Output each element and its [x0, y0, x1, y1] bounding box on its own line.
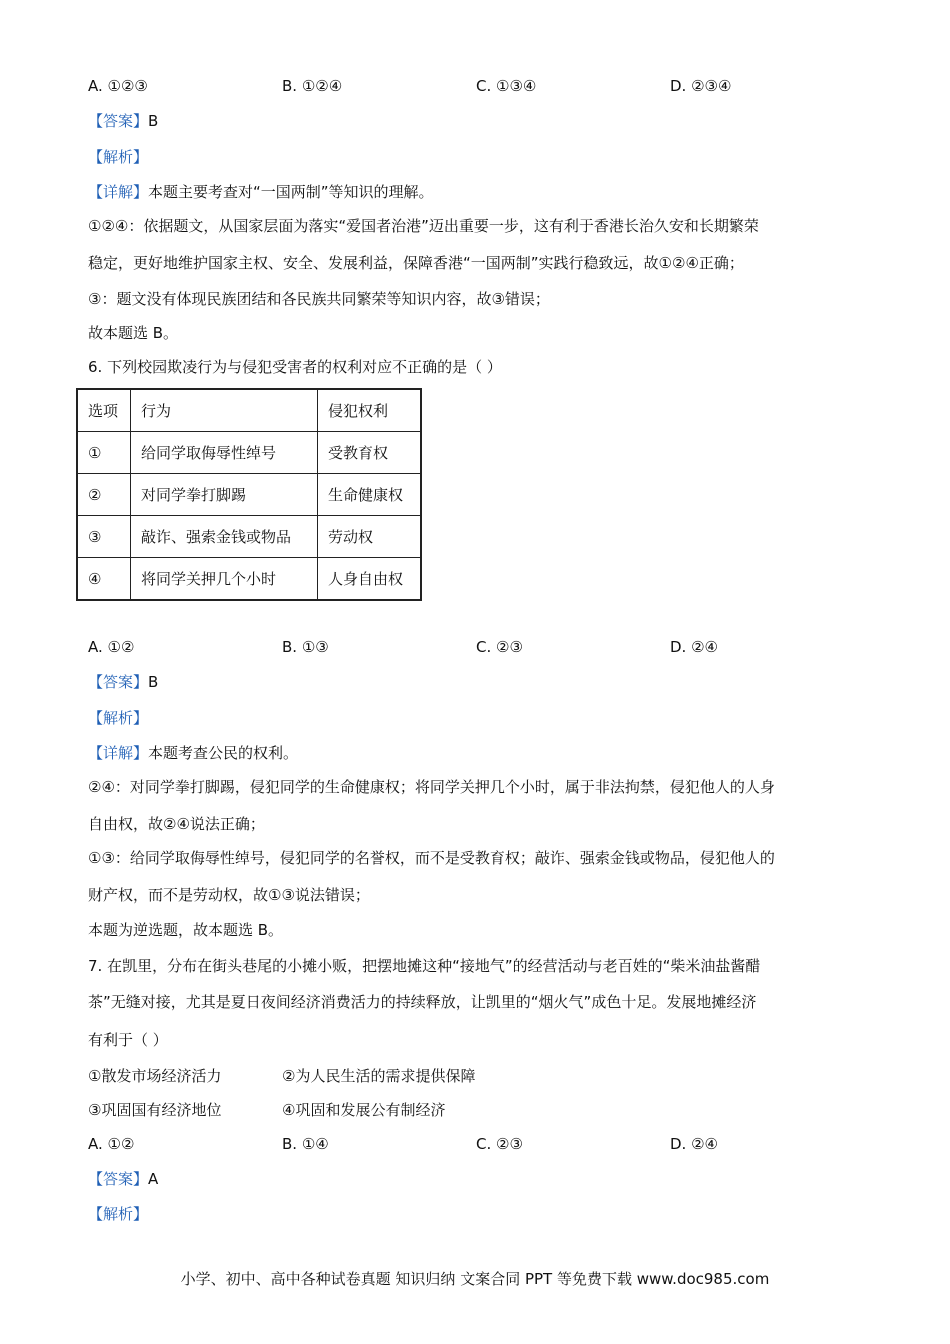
q5-option-a: A. ①②③ [88, 77, 148, 95]
q7-statement-2: ②为人民生活的需求提供保障 [282, 1067, 476, 1085]
table-header-cell: 行为 [131, 389, 318, 432]
q7-answer-tag: 【答案】 [88, 1170, 149, 1188]
table-cell: 将同学关押几个小时 [131, 558, 318, 601]
table-header-cell: 选项 [77, 389, 131, 432]
q7-option-c: C. ②③ [476, 1135, 523, 1153]
q5-detail-line-4: ③：题文没有体现民族团结和各民族共同繁荣等知识内容，故③错误； [88, 290, 550, 308]
q5-detail-tag: 【详解】 [88, 183, 149, 201]
q7-statement-3: ③巩固国有经济地位 [88, 1101, 222, 1119]
q7-question-line-1: 7. 在凯里，分布在街头巷尾的小摊小贩，把摆地摊这种“接地气”的经营活动与老百姓的“柴米油盐酱醋 [88, 957, 761, 975]
q7-answer [88, 1169, 158, 1189]
q6-detail-line-6: 本题为逆选题，故本题选 B。 [88, 921, 284, 939]
q6-detail-line-2: ②④：对同学拳打脚踢，侵犯同学的生命健康权；将同学关押几个小时，属于非法拘禁，侵犯他人的人身 [88, 778, 775, 796]
q6-option-d: D. ②④ [670, 638, 718, 656]
table-row [77, 432, 421, 474]
table-cell: 劳动权 [318, 516, 422, 558]
q5-detail-line-1 [88, 182, 434, 202]
q5-options [88, 76, 868, 96]
q7-statements-row-2 [88, 1100, 868, 1120]
q6-detail-line-5: 财产权，而不是劳动权，故①③说法错误； [88, 886, 370, 904]
q7-options [88, 1134, 868, 1154]
table-cell: ③ [77, 516, 131, 558]
table-header-row [77, 389, 421, 432]
q6-option-c: C. ②③ [476, 638, 523, 656]
table-cell: 敲诈、强索金钱或物品 [131, 516, 318, 558]
q7-statements-row-1 [88, 1066, 868, 1086]
table-cell: 人身自由权 [318, 558, 422, 601]
q5-option-c: C. ①③④ [476, 77, 537, 95]
table-row [77, 474, 421, 516]
q6-option-a: A. ①② [88, 638, 135, 656]
q7-option-a: A. ①② [88, 1135, 135, 1153]
q7-statement-1: ①散发市场经济活力 [88, 1067, 222, 1085]
table-cell: 受教育权 [318, 432, 422, 474]
q6-table [76, 388, 422, 601]
q5-analysis-tag: 【解析】 [88, 148, 149, 166]
table-cell: 生命健康权 [318, 474, 422, 516]
table-row [77, 516, 421, 558]
q6-answer-value: B [148, 673, 159, 691]
q6-detail-line-1 [88, 743, 298, 763]
q5-detail-line-2: ①②④：依据题文，从国家层面为落实“爱国者治港”迈出重要一步，这有利于香港长治久安和长期繁荣 [88, 217, 759, 235]
q6-detail-text-1: 本题考查公民的权利。 [148, 744, 299, 762]
q5-option-b: B. ①②④ [282, 77, 343, 95]
q6-analysis-tag: 【解析】 [88, 709, 149, 727]
q6-question: 6. 下列校园欺凌行为与侵犯受害者的权利对应不正确的是（ ） [88, 358, 502, 376]
q6-option-b: B. ①③ [282, 638, 329, 656]
q6-detail-tag: 【详解】 [88, 744, 149, 762]
q6-answer [88, 672, 158, 692]
table-row [77, 558, 421, 601]
q5-detail-text-1: 本题主要考查对“一国两制”等知识的理解。 [148, 183, 434, 201]
q5-answer [88, 111, 158, 131]
q6-answer-tag: 【答案】 [88, 673, 149, 691]
table-header-cell: 侵犯权利 [318, 389, 422, 432]
table-cell: ④ [77, 558, 131, 601]
q7-option-d: D. ②④ [670, 1135, 718, 1153]
q5-detail-line-5: 故本题选 B。 [88, 324, 179, 342]
q5-detail-line-3: 稳定，更好地维护国家主权、安全、发展利益，保障香港“一国两制”实践行稳致远，故①②④正确； [88, 254, 744, 272]
q7-question-line-2: 茶”无缝对接，尤其是夏日夜间经济消费活力的持续释放，让凯里的“烟火气”成色十足。发展地摊经济 [88, 993, 757, 1011]
table-cell: 给同学取侮辱性绰号 [131, 432, 318, 474]
page-footer: 小学、初中、高中各种试卷真题 知识归纳 文案合同 PPT 等免费下载 www.doc985.com [180, 1270, 770, 1288]
q5-answer-value: B [148, 112, 159, 130]
q7-answer-value: A [148, 1170, 159, 1188]
table-cell: 对同学拳打脚踢 [131, 474, 318, 516]
table-cell: ① [77, 432, 131, 474]
q7-statement-4: ④巩固和发展公有制经济 [282, 1101, 446, 1119]
q7-analysis-tag: 【解析】 [88, 1205, 149, 1223]
q6-detail-line-4: ①③：给同学取侮辱性绰号，侵犯同学的名誉权，而不是受教育权；敲诈、强索金钱或物品，侵犯他人的 [88, 849, 775, 867]
table-cell: ② [77, 474, 131, 516]
q5-option-d: D. ②③④ [670, 77, 732, 95]
q5-answer-tag: 【答案】 [88, 112, 149, 130]
q6-options [88, 637, 868, 657]
q7-question-line-3: 有利于（ ） [88, 1031, 168, 1049]
q7-option-b: B. ①④ [282, 1135, 329, 1153]
q6-detail-line-3: 自由权，故②④说法正确； [88, 815, 265, 833]
